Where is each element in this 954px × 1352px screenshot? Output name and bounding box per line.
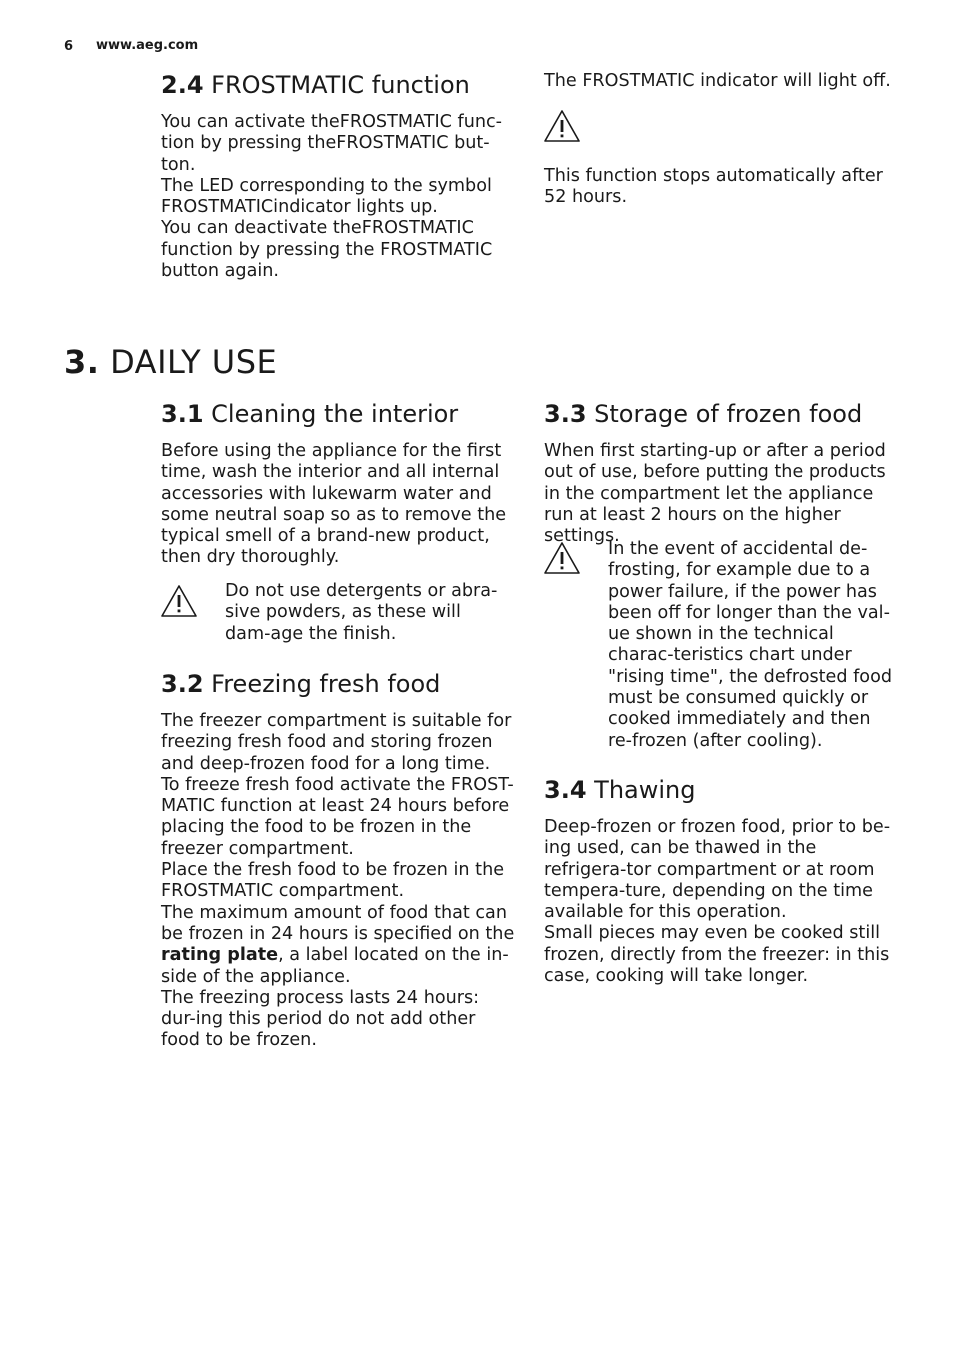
page-number: 6 (64, 39, 74, 54)
section-title: Storage of frozen food (594, 400, 863, 428)
rating-plate-term: rating plate (161, 945, 279, 966)
text-span: The maximum amount of food that can be frozen in 24 hours is specified on the (161, 902, 515, 944)
section-number: 2.4 (161, 71, 204, 99)
paragraph: The freezing process lasts 24 hours: dur-ing this period do not add other food to be frozen. (161, 987, 480, 1051)
chapter-number: 3. (64, 343, 100, 381)
warning-triangle-icon (543, 109, 581, 143)
paragraph: You can activate theFROSTMATIC func-tion by pressing theFROSTMATIC but-ton. (161, 112, 503, 175)
frostmatic-indicator-text: The FROSTMATIC indicator will light off. (544, 71, 891, 91)
section-2-4-body (161, 112, 516, 282)
paragraph: Small pieces may even be cooked still frozen, directly from the freezer: in this case, cooking will take longer. (544, 923, 890, 987)
section-3-2-heading (161, 669, 440, 699)
section-2-4-heading (161, 70, 470, 100)
section-number: 3.3 (544, 400, 587, 428)
section-title: Cleaning the interior (211, 400, 459, 428)
section-3-2-body (161, 711, 516, 1052)
paragraph: To freeze fresh food activate the FROST-MATIC function at least 24 hours before placing the food to be frozen in the freezer compartment. (161, 774, 514, 859)
website-link[interactable]: www.aeg.com (96, 38, 199, 53)
section-3-1-body: Before using the appliance for the first time, wash the interior and all internal accessories with lukewarm water and some neutral soap so as to remove the typical smell of a brand-new product, then dry thoroughly. (161, 441, 507, 568)
paragraph: Place the fresh food to be frozen in the FROSTMATIC compartment. (161, 860, 505, 902)
section-3-1-warning: Do not use detergents or abra-sive powders, as these will dam-age the finish. (225, 581, 498, 644)
text-span: , a label located on the in-side of the appliance. (161, 945, 509, 987)
paragraph: Deep-frozen or frozen food, prior to be-ing used, can be thawed in the refrigera-tor compartment or at room tempera-ture, depending on the time available for this operation. (544, 817, 891, 923)
section-3-3-heading (544, 399, 862, 429)
section-3-3-body: When first starting-up or after a period out of use, before putting the products in the compartment let the appliance run at least 2 hours on the higher settings. (544, 441, 886, 547)
section-number: 3.4 (544, 776, 587, 804)
warning-triangle-icon (543, 541, 581, 575)
section-title: Thawing (594, 776, 696, 804)
paragraph: The LED corresponding to the symbol FROSTMATICindicator lights up. (161, 175, 492, 218)
paragraph: You can deactivate theFROSTMATIC function by pressing the FROSTMATIC button again. (161, 218, 493, 282)
frostmatic-warning-text: This function stops automatically after 52 hours. (544, 166, 883, 208)
paragraph: The freezer compartment is suitable for freezing fresh food and storing frozen and deep-frozen food for a long time. (161, 711, 512, 774)
section-number: 3.1 (161, 400, 204, 428)
section-title: FROSTMATIC function (211, 71, 470, 99)
chapter-title: DAILY USE (110, 343, 278, 381)
section-3-1-heading (161, 399, 458, 429)
section-title: Freezing fresh food (211, 670, 441, 698)
section-3-4-body (544, 817, 904, 987)
section-3-3-warning: In the event of accidental de-frosting, for example due to a power failure, if the power has been off for longer than the val-ue shown in the technical charac-teristics chart under "rising time", the defrosted food must be consumed quickly or cooked immediately and then re-frozen (after cooling). (608, 539, 893, 751)
section-3-4-heading (544, 775, 695, 805)
section-number: 3.2 (161, 670, 204, 698)
chapter-heading (64, 342, 277, 382)
warning-triangle-icon (160, 584, 198, 618)
paragraph (161, 903, 516, 988)
